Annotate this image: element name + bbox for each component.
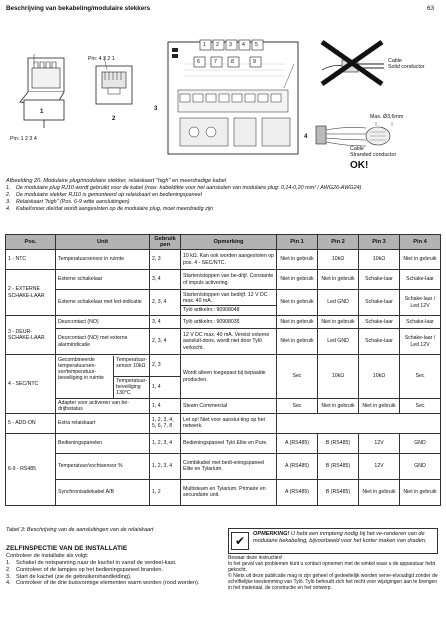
cell-opmerking: Multisteam en Tylarium. Primaire en secundaire unit. [181, 479, 277, 505]
list-item: 4. Controleer of de drie buisvormige elementen warm worden (rood worden). [6, 580, 200, 587]
table-row [6, 413, 441, 433]
cell-pin4: Sec [400, 355, 441, 399]
cell-pen: 2, 3, 4 [150, 329, 181, 355]
table-row [6, 453, 441, 479]
cell-unit: Externe schakelaar met led-indicatie [56, 290, 150, 316]
cell-pins-empty [277, 413, 441, 433]
cell-pin2: Niet in gebruik [318, 399, 359, 414]
inspection-steps [6, 560, 224, 587]
cell-pin3: 12V [359, 433, 400, 453]
cell-pen: 2, 3 [150, 355, 181, 377]
pin-labels-bottom: Pin: 1 2 3 4 [10, 136, 37, 142]
list-item: 1. Schakel de netspanning naar de kachel in vanaf de verdeel-kast. [6, 560, 177, 566]
cell-unit [56, 355, 150, 399]
terminal-1: 1 [203, 42, 206, 48]
page-header-title: Beschrijving van bekabeling/modulaire stekkers [6, 5, 151, 12]
col-header: Pin 4 [400, 235, 441, 250]
cell-pin3: 10kΩ [359, 250, 400, 270]
keep-instructions [228, 555, 440, 591]
cell-opmerking: 10 kΩ. Kan ook worden aangesloten op pos. 4 - SEC/NTC. [181, 250, 277, 270]
cell-unit-main: Gecombineerde temperatuursen-sor/temperatuur-beveiliging in ruimte [56, 356, 114, 398]
cell-pin1: Sec [277, 355, 318, 399]
ok-label: OK! [350, 160, 369, 171]
terminal-6: 6 [197, 59, 200, 65]
table-row [6, 399, 441, 414]
cell-pen: 1, 2 [150, 479, 181, 505]
cell-opmerking: Bedieningspaneel Tylö Elite en Pure. [181, 433, 277, 453]
cell-pin4: Sec [400, 399, 441, 414]
cell-pen: 3, 4 [150, 270, 181, 290]
cell-pin4: GND [400, 433, 441, 453]
cell-pin1: Niet in gebruik [277, 316, 318, 329]
cell-pen: 2, 3 [150, 250, 181, 270]
note-item: 2. De modulaire stekker RJ10 is gemonteerd op relaiskaart en bedieningspaneel [6, 191, 202, 198]
max-diameter-label: Max. Ø3,6mm [370, 114, 404, 120]
cell-pin3: Niet in gebruik [359, 399, 400, 414]
figure-notes [6, 185, 440, 213]
section-title: ZELFINSPECTIE VAN DE INSTALLATIE [6, 545, 128, 552]
cell-pin3: Schake-laar [359, 270, 400, 290]
cell-unit: Adapter voor activeren van be-drijfsstatus [56, 399, 150, 414]
note-text: OPMERKING! U hebt een inmpteng nodig bij het ve-randeren van de modulaire bekabeling, bijvoorbeeld voor het korter maken van draden. [253, 531, 427, 544]
cell-pos: 4 - SEC/NTC [6, 355, 56, 414]
cell-pos: 2 - EXTERNE SCHAKE-LAAR [6, 270, 56, 316]
col-header: Unit [56, 235, 150, 250]
cell-opmerking: Let op! Niet voor aanslui-ting op het netwerk. [181, 413, 277, 433]
cell-pin4: Schake-laar / Led 12V [400, 290, 441, 316]
table-caption: Tabel 3: Beschrijving van de aansluitingen van de relaiskaart [6, 527, 154, 533]
keep-line: © Niets uit deze publicatie mag in zijn geheel of gedeeltelijk worden verve-elvoudigd zonder de schriftelijke toestemming van Tylö. Tylö behoudt zich het recht voor wijzigingen aan te brengen in het materiaal, de constructie en het ontwerp. [228, 573, 438, 591]
cell-pen: 1, 2, 3, 4 [150, 433, 181, 453]
table-header-row [6, 235, 441, 250]
cell-unit-sub: Temperatuur-sensor 10kΩ [114, 356, 149, 377]
table-row [6, 479, 441, 505]
terminal-3: 3 [229, 42, 232, 48]
col-header: Pin 3 [359, 235, 400, 250]
terminal-4: 4 [242, 42, 245, 48]
section-intro: Controleer de installatie als volgt: [6, 553, 89, 559]
cell-pen: 1, 4 [150, 399, 181, 414]
cell-unit: Temperatuur/vochtsensor % [56, 453, 150, 479]
table-row [6, 250, 441, 270]
cell-pin1: A (RS485) [277, 433, 318, 453]
cable-stranded-sublabel: Stranded conductor [350, 152, 397, 158]
cell-pin1: Niet in gebruik [277, 290, 318, 316]
table-row [6, 270, 441, 290]
cell-unit: Extra relaiskaart [56, 413, 150, 433]
cell-pin2: B (RS485) [318, 479, 359, 505]
table-row [6, 433, 441, 453]
col-header: Gebruik pen [150, 235, 181, 250]
cell-opmerking-part: Tylö artikelnr.: 90908048 [181, 305, 276, 313]
col-header: Opmerking [181, 235, 277, 250]
cell-pen: 3, 4 [150, 316, 181, 329]
cell-pen: 2, 3, 4 [150, 290, 181, 316]
keep-line: In het geval van problemen kunt u contact opnemen met de winkel waar u de apparatuur hebt gekocht. [228, 561, 436, 573]
checkmark-icon: ✔ [231, 532, 249, 550]
cell-pin3: 12V [359, 453, 400, 479]
list-item: 2. Controleer of de lampjes op het bedieningspaneel branden. [6, 566, 164, 573]
cell-opmerking-part: Starten/stoppen van bedrijf. 12 V DC max. 40 mA. [183, 292, 268, 305]
cable-solid-sublabel: Solid conductor [388, 64, 425, 70]
cell-pin3: Schake-laar [359, 316, 400, 329]
col-header: Pos. [6, 235, 56, 250]
cell-pin4: Schake-laar [400, 316, 441, 329]
cell-pen: 1, 2, 3, 4 [150, 453, 181, 479]
rj10-jack-icon [96, 57, 132, 104]
cell-pos: 5 - ADD-ON [6, 413, 56, 433]
cell-opmerking: 12 V DC max. 40 mA. Vereist externe aansluit-doos, wordt niet door Tylö verkocht. [181, 329, 277, 355]
cell-pin4: Schake-laar [400, 270, 441, 290]
callout-1: 1 [40, 109, 44, 115]
terminal-8: 8 [231, 59, 234, 65]
cell-pin4: GND [400, 453, 441, 479]
cell-pos: 1 - NTC [6, 250, 56, 270]
cell-opmerking: Wordt alleen toegepast bij bepaalde producten. [181, 355, 277, 399]
cell-pin2: Niet in gebruik [318, 270, 359, 290]
cell-opmerking: Tylö artikelnr.: 90908035 [181, 316, 277, 329]
col-header: Pin 2 [318, 235, 359, 250]
cell-unit: Externe schakelaar [56, 270, 150, 290]
rj10-plug-icon [20, 54, 64, 128]
cell-pin2: Led GND [318, 329, 359, 355]
callout-3: 3 [154, 106, 158, 112]
solid-conductor-icon [322, 42, 384, 84]
note-item: 4. Kabel/snoer die/dat wordt aangesloten op de modulaire plug, moet meerdradig zijn [6, 205, 214, 212]
cell-pos: 6-9 - RS485 [6, 433, 56, 505]
cell-pin3: Schake-laar [359, 329, 400, 355]
note-item: 3. Relaiskaart "high" (Pos. 6-9 witte aansluitingen) [6, 198, 130, 205]
cell-pin4: Schake-laar / Led 12V [400, 329, 441, 355]
cell-pin3: Niet in gebruik [359, 479, 400, 505]
cell-pen: 1, 4 [150, 377, 181, 399]
note-item: 1. De modulaire plug RJ10 wordt gebruikt voor de kabel (max. kabeldikte voor het aansluiten van modulaire plug: 0,14-0,20 mm² / AWG26-AWG24) [6, 185, 362, 191]
terminal-2: 2 [216, 42, 219, 48]
cell-pin1: Sec [277, 399, 318, 414]
cell-pen: 1, 2, 3, 4, 5, 6, 7, 8 [150, 413, 181, 433]
cell-pin3: Schake-laar [359, 290, 400, 316]
table-row [6, 329, 441, 355]
cell-pin2: Led GND [318, 290, 359, 316]
cable-stranded-label: Cable [350, 146, 364, 152]
cell-pos: 3 - DEUR-SCHAKE-LAAR [6, 316, 56, 355]
pin-labels-top: Pin: 4 3 2 1 [88, 56, 115, 62]
cable-solid-label: Cable [388, 58, 402, 64]
callout-4: 4 [304, 134, 308, 140]
table-row [6, 355, 441, 377]
note-box [228, 528, 438, 554]
page-number: 63 [426, 5, 434, 12]
cell-pin1: Niet in gebruik [277, 250, 318, 270]
connector-figure [4, 24, 440, 176]
cell-pin2: 10kΩ [318, 355, 359, 399]
col-header: Pin 1 [277, 235, 318, 250]
callout-2: 2 [112, 116, 116, 122]
cell-pin2: B (RS485) [318, 433, 359, 453]
cell-unit: Synchronisatiekabel A/B [56, 479, 150, 505]
cell-unit: Bedieningspanelen [56, 433, 150, 453]
cell-unit: Deurcontact (NO) [56, 316, 150, 329]
table-row [6, 290, 441, 316]
list-item: 3. Start de kachel (zie de gebruikershandleiding). [6, 573, 132, 580]
terminal-7: 7 [214, 59, 217, 65]
cell-pin1: A (RS485) [277, 453, 318, 479]
cell-pin2: 10kΩ [318, 250, 359, 270]
cell-pin4: Niet in gebruik [400, 250, 441, 270]
terminal-5: 5 [255, 42, 258, 48]
cell-pin1: Niet in gebruik [277, 270, 318, 290]
cell-pin1: Niet in gebruik [277, 329, 318, 355]
figure-caption: Afbeelding 20. Modulaire plug/modulaire stekker, relaiskaart "high" en meerdradige kabel [6, 178, 227, 184]
cell-unit-sub: Temperatuur-beveiliging 130°C [116, 377, 147, 397]
cell-pin1: A (RS485) [277, 479, 318, 505]
stranded-conductor-icon [316, 122, 392, 146]
cell-opmerking [181, 290, 277, 316]
cell-unit: Temperatuursensor in ruimte [56, 250, 150, 270]
table-row [6, 316, 441, 329]
cell-opmerking: Combikabel met bedi-eningspaneel Elite en Tylarium. [181, 453, 277, 479]
cell-pin2: Niet in gebruik [318, 316, 359, 329]
cell-opmerking: Starten/stoppen van be-drijf. Constante of impuls activering. [181, 270, 277, 290]
cell-pin2: B (RS485) [318, 453, 359, 479]
connections-table [5, 234, 441, 506]
cell-opmerking: Steam Commercial [181, 399, 277, 414]
keep-line: Bewaar deze instructies! [228, 555, 283, 561]
cell-pin3: 10kΩ [359, 355, 400, 399]
cell-pin4: Niet in gebruik [400, 479, 441, 505]
terminal-9: 9 [253, 59, 256, 65]
cell-unit: Deurcontact (NO) met externe alarmindicatie [56, 329, 150, 355]
